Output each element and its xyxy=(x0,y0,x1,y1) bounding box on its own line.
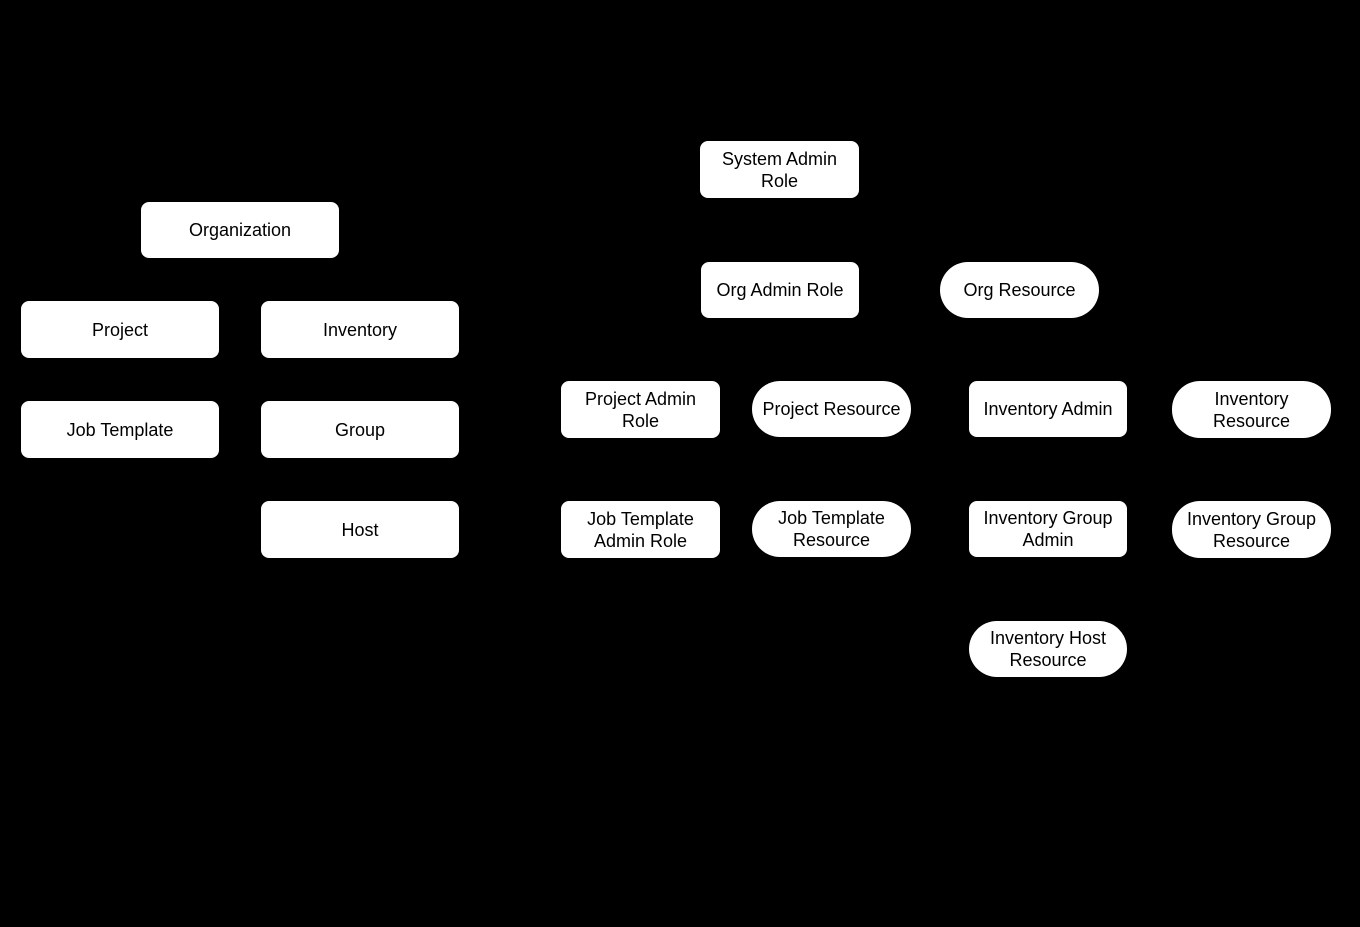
label-line: Project Admin xyxy=(584,388,697,409)
label-line: Group xyxy=(334,419,386,440)
label-line: Resource xyxy=(1009,650,1087,670)
label-line: Job Template xyxy=(587,508,694,529)
system-admin-role-node xyxy=(700,141,859,198)
label-line: Project Resource xyxy=(762,399,901,419)
label-line: Org Resource xyxy=(963,280,1076,300)
host-node xyxy=(261,501,459,558)
group-node xyxy=(261,401,459,458)
label-line: Inventory Group xyxy=(983,508,1113,528)
inventory-host-resource-node xyxy=(969,621,1127,677)
label-line: Inventory Admin xyxy=(983,399,1113,419)
org-resource-node xyxy=(940,262,1099,318)
job-template-resource-node xyxy=(752,501,911,557)
organization-node xyxy=(141,202,339,258)
label-line: Org Admin Role xyxy=(716,280,844,300)
label-line: Admin Role xyxy=(593,530,688,551)
label-line: Inventory xyxy=(322,319,398,340)
inventory-admin-label xyxy=(983,398,1112,420)
project-resource-label xyxy=(762,398,900,420)
job-template-admin-role-node xyxy=(561,501,720,558)
label-line: Resource xyxy=(1212,410,1291,431)
inventory-group-resource-node xyxy=(1172,501,1331,558)
inventory-resource-node xyxy=(1172,381,1331,438)
label-line: Job Template xyxy=(66,419,174,440)
project-admin-role-label xyxy=(585,388,696,432)
org-resource-label xyxy=(963,279,1075,301)
label-line: Host xyxy=(341,519,379,540)
project-label xyxy=(92,319,148,341)
label-line: Inventory Group xyxy=(1186,508,1317,529)
inventory-label xyxy=(323,319,397,341)
label-line: Organization xyxy=(188,220,292,240)
job-template-label xyxy=(67,419,174,441)
org-admin-role-node xyxy=(701,262,859,318)
label-line: Role xyxy=(760,170,798,191)
inventory-host-resource-label xyxy=(990,627,1106,671)
label-line: Resource xyxy=(792,530,871,550)
project-node xyxy=(21,301,219,358)
organization-label xyxy=(189,219,291,241)
label-line: Role xyxy=(621,410,660,431)
host-label xyxy=(341,519,378,541)
job-template-node xyxy=(21,401,219,458)
label-line: Inventory Host xyxy=(989,628,1107,648)
inventory-node xyxy=(261,301,459,358)
inventory-admin-node xyxy=(969,381,1127,437)
inventory-resource-label xyxy=(1213,388,1290,432)
system-admin-role-label xyxy=(722,148,837,192)
group-label xyxy=(335,419,385,441)
label-line: Resource xyxy=(1212,530,1291,551)
label-line: Admin xyxy=(1022,530,1074,550)
label-line: Project xyxy=(91,319,149,340)
label-line: Job Template xyxy=(778,508,885,528)
project-admin-role-node xyxy=(561,381,720,438)
label-line: Inventory xyxy=(1214,388,1289,409)
inventory-group-admin-node xyxy=(969,501,1127,557)
job-template-resource-label xyxy=(778,507,885,551)
inventory-group-resource-label xyxy=(1187,508,1316,552)
org-admin-role-label xyxy=(716,279,843,301)
project-resource-node xyxy=(752,381,911,437)
label-line: System Admin xyxy=(721,148,838,169)
inventory-group-admin-label xyxy=(983,507,1112,551)
job-template-admin-role-label xyxy=(587,508,694,552)
